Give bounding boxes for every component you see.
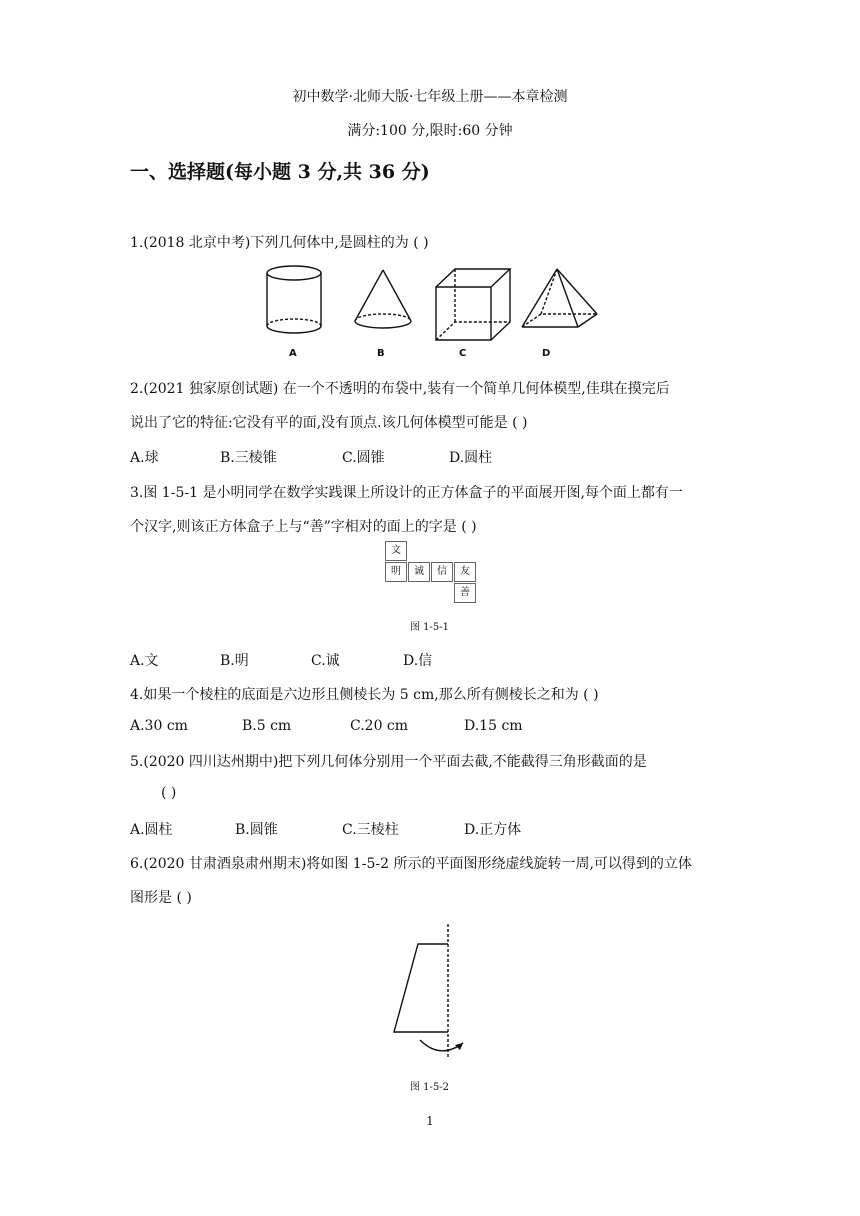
section-title: 一、选择题(每小题 3 分,共 36 分) bbox=[130, 161, 430, 183]
question-4-text: 4.如果一个棱柱的底面是六边形且侧棱长为 5 cm,那么所有侧棱长之和为 ( ) bbox=[130, 687, 599, 703]
figure-label-b: B bbox=[377, 348, 385, 359]
question-3-line-2: 个汉字,则该正方体盒子上与“善”字相对的面上的字是 ( ) bbox=[130, 519, 477, 535]
question-5-line-1: 5.(2020 四川达州期中)把下列几何体分别用一个平面去截,不能截得三角形截面的是 bbox=[130, 754, 647, 770]
figure-label-a: A bbox=[289, 348, 297, 359]
question-4-option-d: D.15 cm bbox=[464, 718, 523, 734]
question-6-line-2: 图形是 ( ) bbox=[130, 890, 192, 906]
net-cell: 善 bbox=[454, 583, 476, 603]
question-2-option-a: A.球 bbox=[130, 450, 159, 466]
question-3-option-b: B.明 bbox=[220, 653, 249, 669]
figure-caption-1-5-1: 图 1-5-1 bbox=[410, 622, 450, 633]
question-4-option-c: C.20 cm bbox=[350, 718, 409, 734]
pyramid-figure bbox=[522, 269, 597, 327]
page-number: 1 bbox=[426, 1114, 434, 1128]
question-5-option-a: A.圆柱 bbox=[130, 822, 173, 838]
question-5-option-c: C.三棱柱 bbox=[342, 822, 399, 838]
net-cell: 明 bbox=[385, 562, 407, 582]
trapezoid-shape bbox=[394, 944, 448, 1032]
question-3-option-a: A.文 bbox=[130, 653, 159, 669]
page-subtitle: 满分:100 分,限时:60 分钟 bbox=[347, 123, 513, 139]
question-6-line-1: 6.(2020 甘肃酒泉肃州期末)将如图 1-5-2 所示的平面图形绕虚线旋转一周,可以得到的立体 bbox=[130, 856, 692, 872]
cone-figure bbox=[355, 270, 411, 328]
question-5-option-d: D.正方体 bbox=[464, 822, 522, 838]
question-4-option-b: B.5 cm bbox=[242, 718, 292, 734]
question-1-text: 1.(2018 北京中考)下列几何体中,是圆柱的为 ( ) bbox=[130, 235, 429, 251]
question-2-line-1: 2.(2021 独家原创试题) 在一个不透明的布袋中,装有一个简单几何体模型,佳琪在摸完后 bbox=[130, 381, 670, 397]
question-3-option-d: D.信 bbox=[403, 653, 433, 669]
page-title: 初中数学·北师大版·七年级上册——本章检测 bbox=[292, 89, 568, 105]
trapezoid-rotation-figure bbox=[385, 918, 475, 1068]
question-5-line-2: ( ) bbox=[161, 785, 177, 801]
question-2-option-b: B.三棱锥 bbox=[220, 450, 277, 466]
net-cell: 友 bbox=[454, 562, 476, 582]
figure-label-c: C bbox=[459, 348, 467, 359]
question-2-option-c: C.圆锥 bbox=[342, 450, 385, 466]
figure-caption-1-5-2: 图 1-5-2 bbox=[410, 1082, 450, 1093]
question-1-figures bbox=[255, 262, 605, 342]
question-3-line-1: 3.图 1-5-1 是小明同学在数学实践课上所设计的正方体盒子的平面展开图,每个面上都有一 bbox=[130, 485, 683, 501]
figure-label-d: D bbox=[542, 348, 551, 359]
question-4-option-a: A.30 cm bbox=[130, 718, 188, 734]
question-3-option-c: C.诚 bbox=[311, 653, 340, 669]
net-cell: 诚 bbox=[408, 562, 430, 582]
question-2-option-d: D.圆柱 bbox=[449, 450, 493, 466]
cube-net-figure bbox=[385, 541, 475, 606]
question-2-line-2: 说出了它的特征:它没有平的面,没有顶点.该几何体模型可能是 ( ) bbox=[130, 415, 528, 431]
net-cell: 文 bbox=[385, 541, 407, 561]
cylinder-figure bbox=[267, 266, 321, 333]
question-5-option-b: B.圆锥 bbox=[235, 822, 278, 838]
cube-figure bbox=[436, 269, 510, 340]
net-cell: 信 bbox=[431, 562, 453, 582]
